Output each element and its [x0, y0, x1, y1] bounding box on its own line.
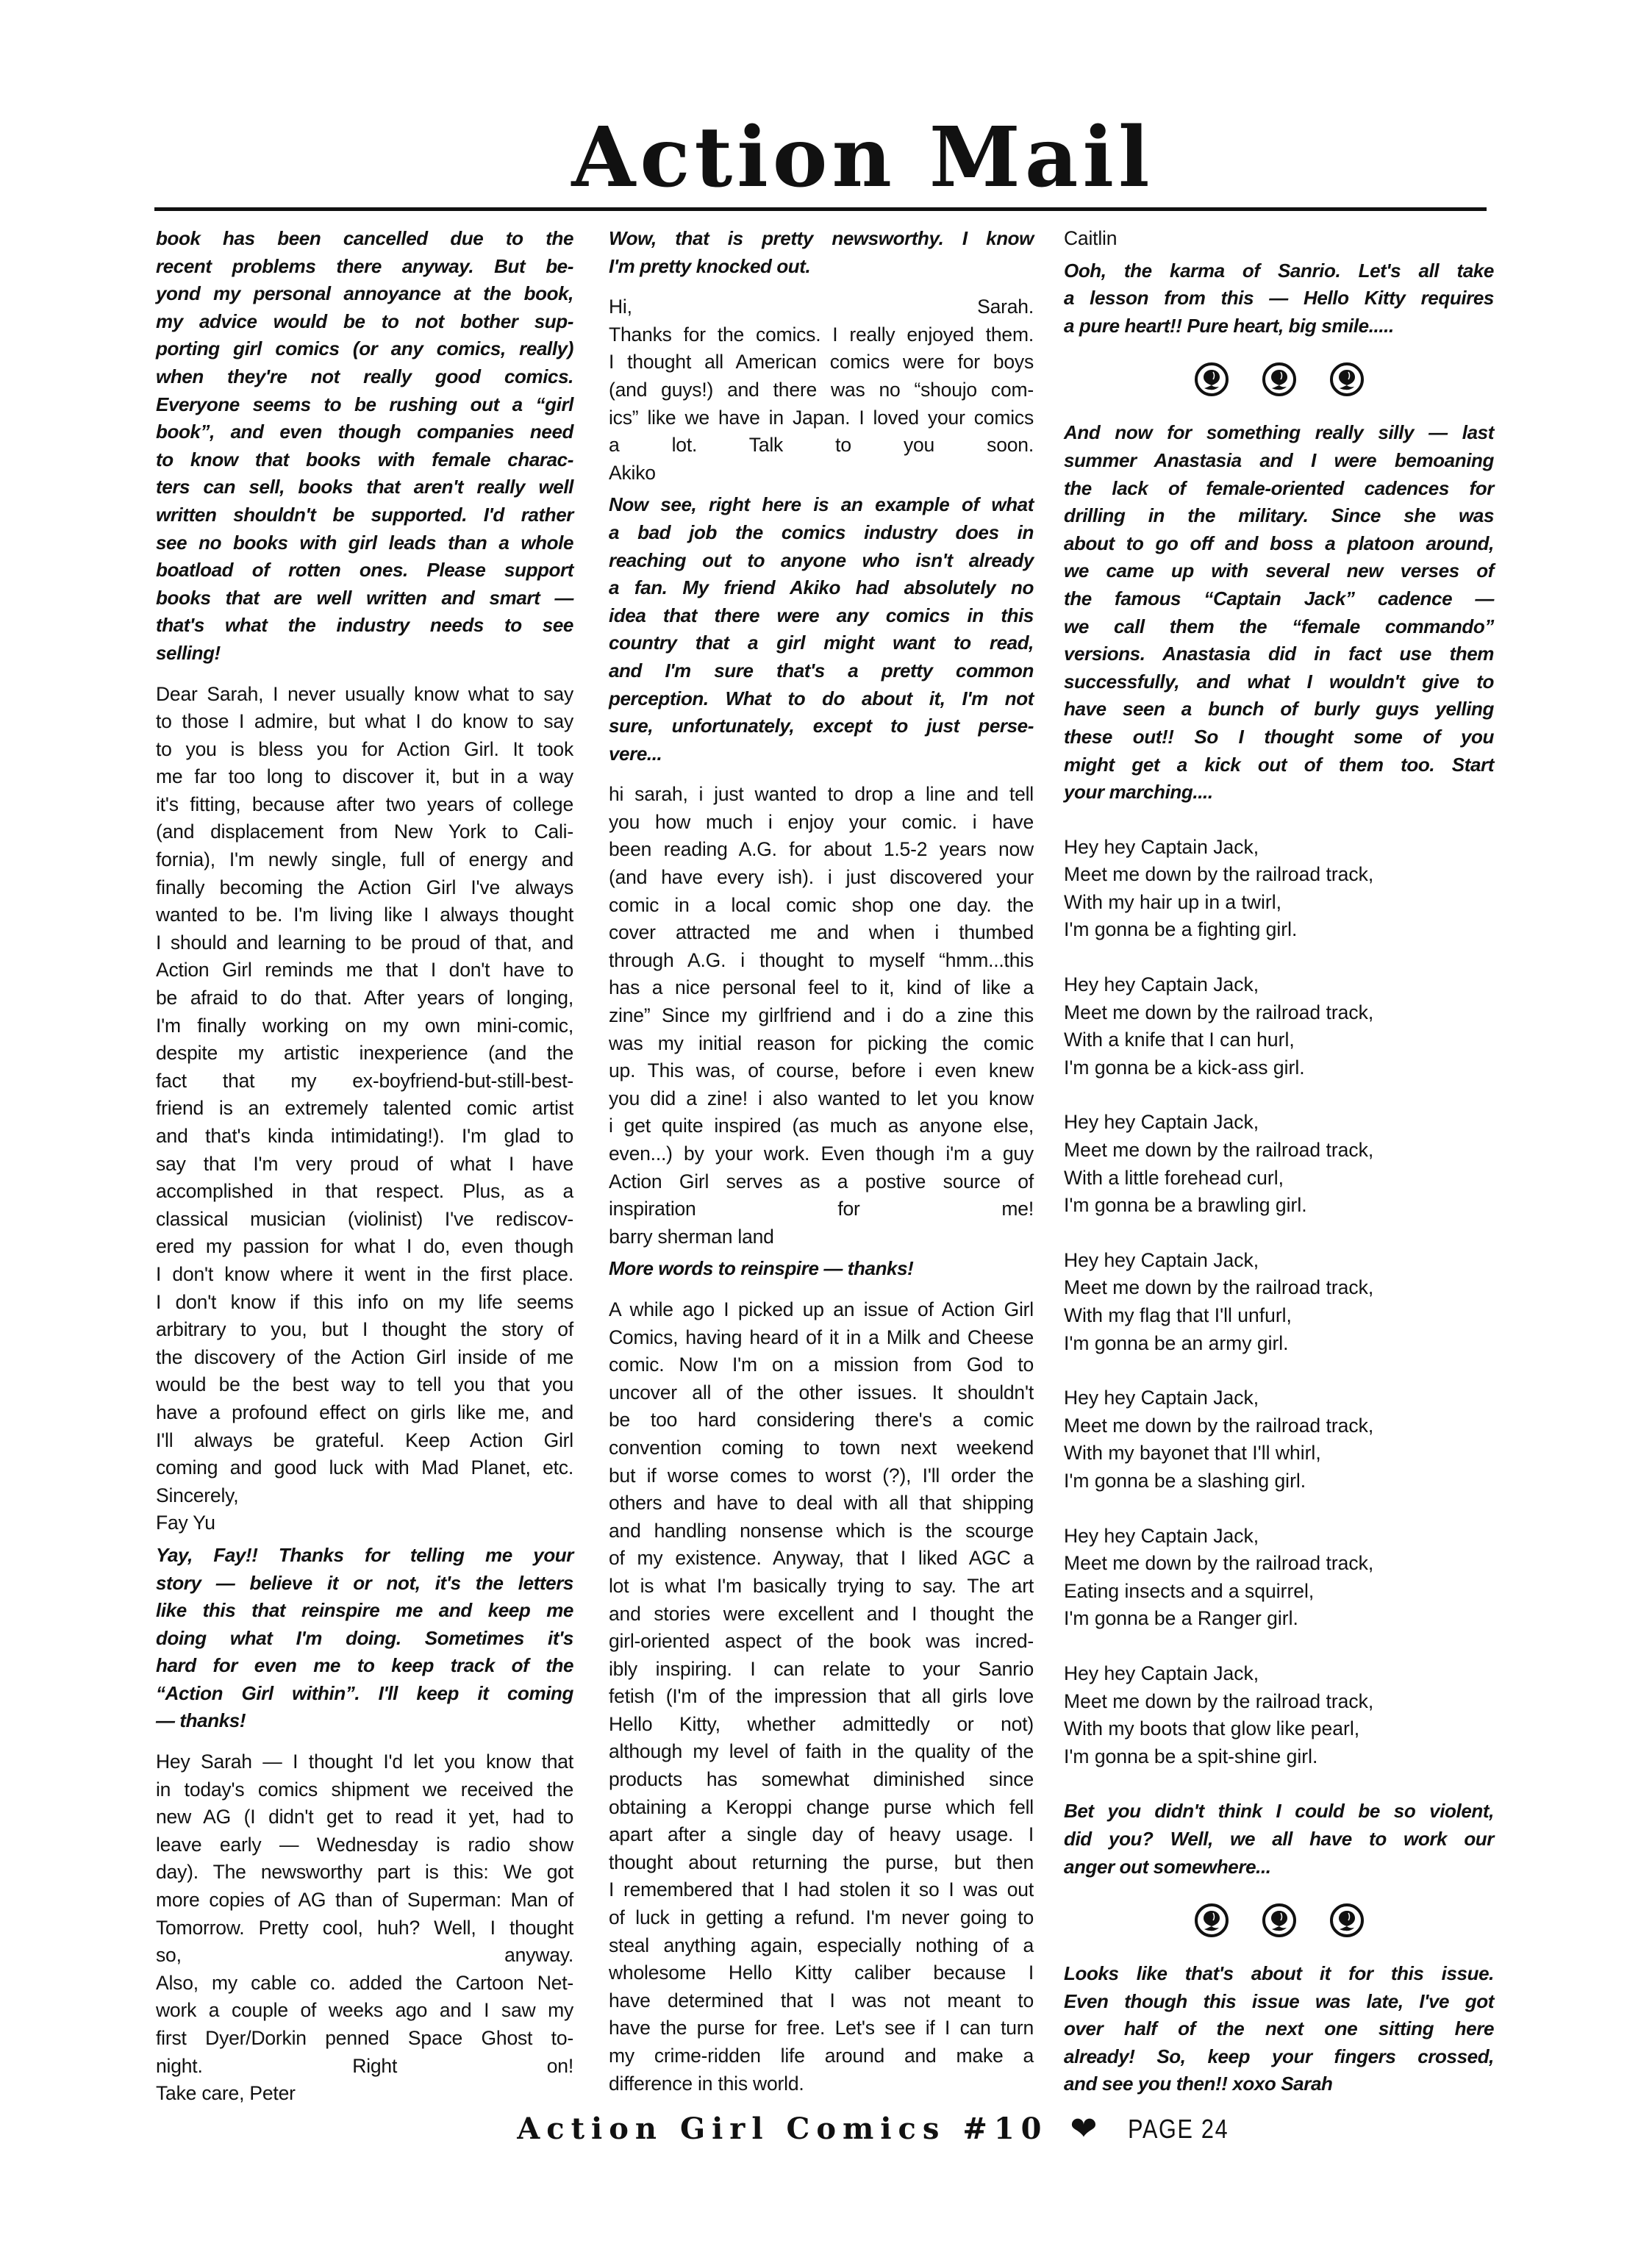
peach-emblem-icon: [1194, 362, 1229, 397]
text-line: a bad job the comics industry does in: [609, 521, 1034, 543]
reader-letter: [1064, 225, 1494, 253]
text-line: (and displacement from New York to Cali-: [156, 820, 573, 843]
text-line: boatload of rotten ones. Please support: [156, 559, 573, 582]
reader-letter: [609, 781, 1034, 1251]
peach-emblem-icon: [1262, 362, 1297, 397]
cadence-verse: [1064, 971, 1494, 1081]
text-line: finally becoming the Action Girl I've always: [156, 876, 573, 898]
text-line: coming and good luck with Mad Planet, etc.: [156, 1456, 573, 1479]
text-line: me far too long to discover it, but in a way: [156, 765, 573, 788]
text-line: (and have every ish). i just discovered your: [609, 866, 1034, 889]
text-line: doing what I'm doing. Sometimes it's: [156, 1626, 573, 1649]
text-line: we call them the “female commando”: [1064, 615, 1494, 637]
text-line: of my existence. Anyway, that I liked AGC a: [609, 1547, 1034, 1570]
text-line: Now see, right here is an example of what: [609, 493, 1034, 516]
text-line: fact that my ex-boyfriend-but-still-best-: [156, 1069, 573, 1092]
text-line: story — believe it or not, it's the letters: [156, 1571, 573, 1594]
text-line: your marching....: [1064, 781, 1213, 804]
text-line: up. This was, of course, before i even knew: [609, 1059, 1034, 1082]
text-line: girl-oriented aspect of the book was incred-: [609, 1630, 1034, 1653]
peach-emblem-icon: [1329, 1903, 1365, 1938]
text-line: steal anything again, especially nothing of a: [609, 1934, 1034, 1956]
column-3: [1064, 225, 1494, 2098]
text-line: vere...: [609, 742, 662, 765]
text-line: others and have to deal with all that shipping: [609, 1492, 1034, 1515]
text-line: With my hair up in a twirl,: [1064, 890, 1281, 913]
text-line: ered my passion for what I do, even though: [156, 1235, 573, 1258]
text-line: Hey Sarah — I thought I'd let you know that: [156, 1751, 573, 1773]
text-line: first Dyer/Dorkin penned Space Ghost to-: [156, 2027, 573, 2049]
text-line: perception. What to do about it, I'm not: [609, 687, 1034, 709]
text-line: (and guys!) and there was no “shoujo com-: [609, 378, 1034, 401]
text-line: products has somewhat diminished since: [609, 1768, 1034, 1791]
text-line: summer Anastasia and I were bemoaning: [1064, 448, 1494, 471]
text-line: that's what the industry needs to see: [156, 614, 573, 637]
text-line: — thanks!: [156, 1709, 246, 1732]
cadence-verse: [1064, 1247, 1494, 1357]
heart-icon: ❤: [1070, 2111, 1098, 2147]
text-line: did you? Well, we all have to work our: [1064, 1827, 1494, 1850]
text-line: although my level of faith in the quality of the: [609, 1740, 1034, 1763]
text-line: idea that there were any comics in this: [609, 604, 1034, 626]
text-line: new AG (I didn't get to read it yet, had to: [156, 1806, 573, 1828]
text-line: a fan. My friend Akiko had absolutely no: [609, 576, 1034, 599]
text-line: and that's kinda intimidating!). I'm glad to: [156, 1125, 573, 1147]
column-2: [609, 225, 1034, 2098]
text-line: the discovery of the Action Girl inside of me: [156, 1345, 573, 1368]
text-line: and stories were excellent and I thought the: [609, 1602, 1034, 1625]
text-line: Take care, Peter: [156, 2082, 296, 2105]
text-line: already! So, keep your fingers crossed,: [1064, 2045, 1494, 2067]
text-line: Hey hey Captain Jack,: [1064, 1111, 1259, 1134]
text-line: I'm gonna be a slashing girl.: [1064, 1469, 1306, 1492]
text-line: Meet me down by the railroad track,: [1064, 1552, 1374, 1575]
text-line: to you is bless you for Action Girl. It took: [156, 737, 573, 760]
text-line: Hello Kitty, whether admittedly or not): [609, 1712, 1034, 1735]
text-line: be too hard considering there's a comic: [609, 1409, 1034, 1431]
text-line: ics” like we have in Japan. I loved your comics: [609, 406, 1034, 429]
cadence-verse: [1064, 1109, 1494, 1219]
text-line: hi sarah, i just wanted to drop a line and tell: [609, 783, 1034, 806]
reader-letter: [156, 1748, 573, 2108]
text-line: in today's comics shipment we received the: [156, 1778, 573, 1801]
text-line: the famous “Captain Jack” cadence —: [1064, 587, 1494, 609]
text-line: Akiko: [609, 461, 656, 484]
text-line: books that are well written and smart —: [156, 586, 573, 609]
text-line: Looks like that's about it for this issue.: [1064, 1962, 1494, 1985]
text-line: I thought all American comics were for boys: [609, 351, 1034, 373]
text-line: to those I admire, but what I do know to say: [156, 710, 573, 733]
text-line: A while ago I picked up an issue of Action Girl: [609, 1298, 1034, 1320]
text-line: With a knife that I can hurl,: [1064, 1029, 1295, 1051]
text-line: when they're not really good comics.: [156, 365, 573, 387]
text-line: wanted to be. I'm living like I always thought: [156, 904, 573, 926]
text-line: i get quite inspired (as much as anyone else,: [609, 1115, 1034, 1137]
text-line: obtaining a Keroppi change purse which fell: [609, 1795, 1034, 1818]
editor-reply: [1064, 1798, 1494, 1881]
text-line: Hey hey Captain Jack,: [1064, 1524, 1259, 1547]
peach-emblem-icon: [1329, 362, 1365, 397]
editor-reply: [609, 491, 1034, 768]
text-line: yond my personal annoyance at the book,: [156, 282, 573, 305]
text-line: to know that books with female charac-: [156, 448, 573, 471]
page-number: PAGE 24: [1128, 2113, 1229, 2144]
text-line: cover attracted me and when i thumbed: [609, 921, 1034, 944]
text-line: Meet me down by the railroad track,: [1064, 1690, 1374, 1712]
text-line: a pure heart!! Pure heart, big smile.....: [1064, 314, 1394, 337]
text-line: Tomorrow. Pretty cool, huh? Well, I thought: [156, 1916, 573, 1939]
editor-reply: [1064, 1960, 1494, 2098]
text-line: zine” Since my girlfriend and i do a zine this: [609, 1004, 1034, 1027]
text-line: about to go off and boss a platoon around,: [1064, 532, 1494, 554]
text-line: you how much i enjoy your comic. i have: [609, 810, 1034, 833]
text-line: anger out somewhere...: [1064, 1855, 1271, 1878]
text-line: you did a zine! i also wanted to let you know: [609, 1087, 1034, 1109]
text-line: Wow, that is pretty newsworthy. I know: [609, 227, 1034, 249]
editor-reply: [156, 225, 573, 668]
text-line: I'm gonna be a spit-shine girl.: [1064, 1745, 1318, 1767]
text-line: and handling nonsense which is the scourge: [609, 1519, 1034, 1542]
text-line: Hey hey Captain Jack,: [1064, 1387, 1259, 1409]
text-line: hard for even me to keep track of the: [156, 1654, 573, 1677]
text-line: say that I'm very proud of what I have: [156, 1152, 573, 1175]
text-line: Meet me down by the railroad track,: [1064, 1276, 1374, 1299]
text-line: Hi, Sarah.: [609, 296, 1034, 318]
text-line: I don't know if this info on my life seems: [156, 1290, 573, 1313]
text-line: Comics, having heard of it in a Milk and Cheese: [609, 1326, 1034, 1348]
text-line: convention coming to town next weekend: [609, 1436, 1034, 1459]
text-line: successfully, and what I wouldn't give to: [1064, 670, 1494, 693]
text-line: fornia), I'm newly single, full of energy and: [156, 848, 573, 871]
column-1: [156, 225, 573, 2108]
text-line: night. Right on!: [156, 2054, 573, 2077]
text-line: see no books with girl leads than a whole: [156, 531, 573, 554]
text-line: my crime-ridden life around and make a: [609, 2045, 1034, 2067]
text-line: thought about returning the purse, but then: [609, 1851, 1034, 1873]
text-line: comic. Now I'm on a mission from God to: [609, 1354, 1034, 1376]
text-line: Meet me down by the railroad track,: [1064, 1139, 1374, 1162]
text-line: I'm gonna be a Ranger girl.: [1064, 1607, 1298, 1630]
text-line: like this that reinspire me and keep me: [156, 1599, 573, 1622]
text-line: of luck in getting a refund. I'm never going to: [609, 1906, 1034, 1929]
text-line: have a profound effect on girls like me, and: [156, 1401, 573, 1423]
text-line: More words to reinspire — thanks!: [609, 1257, 914, 1280]
text-line: accomplished in that respect. Plus, as a: [156, 1180, 573, 1203]
text-line: With my boots that glow like pearl,: [1064, 1717, 1360, 1740]
cadence-verse: [1064, 1523, 1494, 1633]
text-line: drilling in the military. Since she was: [1064, 504, 1494, 527]
text-line: With my flag that I'll unfurl,: [1064, 1304, 1292, 1326]
ornament-divider: [1064, 348, 1494, 410]
text-line: Meet me down by the railroad track,: [1064, 863, 1374, 886]
text-line: might get a kick out of them too. Start: [1064, 753, 1494, 776]
text-line: have determined that I was not meant to: [609, 1989, 1034, 2012]
text-line: recent problems there anyway. But be-: [156, 254, 573, 277]
text-line: uncover all of the other issues. It shouldn't: [609, 1381, 1034, 1404]
text-line: through A.G. i thought to myself “hmm...this: [609, 948, 1034, 971]
text-line: has a nice personal feel to it, kind of like a: [609, 976, 1034, 999]
reader-letter: [156, 681, 573, 1537]
cadence-verse: [1064, 834, 1494, 944]
text-line: I'll always be grateful. Keep Action Girl: [156, 1429, 573, 1451]
text-line: “Action Girl within”. I'll keep it coming: [156, 1681, 573, 1704]
text-line: apart after a single day of heavy usage. I: [609, 1823, 1034, 1846]
text-line: Hey hey Captain Jack,: [1064, 973, 1259, 996]
text-line: Hey hey Captain Jack,: [1064, 1248, 1259, 1271]
text-line: I'm pretty knocked out.: [609, 254, 811, 277]
text-line: inspiration for me!: [609, 1198, 1034, 1220]
text-line: And now for something really silly — last: [1064, 421, 1494, 444]
text-line: over half of the next one sitting here: [1064, 2017, 1494, 2040]
text-line: Thanks for the comics. I really enjoyed them.: [609, 323, 1034, 346]
text-line: I don't know where it went in the first place.: [156, 1262, 573, 1285]
text-line: Sincerely,: [156, 1484, 239, 1506]
text-line: With a little forehead curl,: [1064, 1166, 1284, 1189]
text-line: friend is an extremely talented comic artist: [156, 1097, 573, 1120]
text-line: despite my artistic inexperience (and the: [156, 1042, 573, 1065]
page-footer: [51, 2110, 1652, 2148]
text-line: day). The newsworthy part is this: We got: [156, 1861, 573, 1884]
text-line: book”, and even though companies need: [156, 421, 573, 443]
reader-letter: [609, 1296, 1034, 2098]
footer-publication: Action Girl Comics #10: [517, 2112, 1048, 2146]
text-line: Bet you didn't think I could be so violent,: [1064, 1800, 1494, 1823]
peach-emblem-icon: [1194, 1903, 1229, 1938]
text-line: barry sherman land: [609, 1225, 774, 1248]
text-line: wholesome Hello Kitty caliber because I: [609, 1962, 1034, 1984]
editor-reply: [609, 225, 1034, 280]
text-line: be afraid to do that. After years of longing,: [156, 987, 573, 1009]
page-title: Action Mail: [571, 110, 1154, 206]
text-line: the lack of female-oriented cadences for: [1064, 476, 1494, 499]
text-line: ters can sell, books that aren't really well: [156, 476, 573, 498]
text-line: Action Girl serves as a postive source of: [609, 1170, 1034, 1193]
text-line: written shouldn't be supported. I'd rather: [156, 503, 573, 526]
text-line: been reading A.G. for about 1.5-2 years now: [609, 838, 1034, 861]
text-line: but if worse comes to worst (?), I'll order the: [609, 1464, 1034, 1487]
text-line: it's fitting, because after two years of college: [156, 793, 573, 815]
text-line: more copies of AG than of Superman: Man of: [156, 1889, 573, 1912]
text-line: Ooh, the karma of Sanrio. Let's all take: [1064, 259, 1494, 282]
text-line: I'm gonna be a fighting girl.: [1064, 918, 1298, 941]
text-line: I should and learning to be proud of that, and: [156, 931, 573, 954]
text-line: so, anyway.: [156, 1944, 573, 1967]
text-line: With my bayonet that I'll whirl,: [1064, 1442, 1321, 1465]
text-line: book has been cancelled due to the: [156, 227, 573, 249]
text-line: I'm gonna be an army girl.: [1064, 1331, 1289, 1354]
text-line: I'm finally working on my own mini-comic,: [156, 1014, 573, 1037]
text-line: classical musician (violinist) I've rediscov-: [156, 1207, 573, 1230]
text-line: I remembered that I had stolen it so I was out: [609, 1878, 1034, 1901]
text-line: have seen a bunch of burly guys yelling: [1064, 698, 1494, 721]
text-line: have the purse for free. Let's see if I can turn: [609, 2017, 1034, 2039]
text-line: Caitlin: [1064, 227, 1118, 249]
editor-reply: [1064, 419, 1494, 806]
text-line: lot is what I'm basically trying to say. The art: [609, 1574, 1034, 1597]
text-line: Hey hey Captain Jack,: [1064, 1662, 1259, 1684]
text-line: and see you then!! xoxo Sarah: [1064, 2073, 1333, 2095]
text-line: country that a girl might want to read,: [609, 632, 1034, 654]
text-line: I'm gonna be a kick-ass girl.: [1064, 1056, 1305, 1079]
text-line: ibly inspiring. I can relate to your Sanrio: [609, 1657, 1034, 1680]
cadence-verse: [1064, 1384, 1494, 1495]
text-line: Dear Sarah, I never usually know what to say: [156, 682, 573, 705]
text-line: selling!: [156, 641, 221, 664]
text-line: Action Girl reminds me that I don't have to: [156, 959, 573, 982]
text-line: Hey hey Captain Jack,: [1064, 835, 1259, 858]
text-line: Fay Yu: [156, 1512, 215, 1534]
text-line: we came up with several new verses of: [1064, 559, 1494, 582]
text-line: a lesson from this — Hello Kitty requires: [1064, 287, 1494, 310]
editor-reply: [609, 1255, 1034, 1283]
text-line: work a couple of weeks ago and I saw my: [156, 1999, 573, 2022]
text-line: leave early — Wednesday is radio show: [156, 1833, 573, 1856]
text-line: was my initial reason for picking the comic: [609, 1031, 1034, 1054]
reader-letter: [609, 293, 1034, 487]
ornament-divider: [1064, 1889, 1494, 1951]
text-line: Meet me down by the railroad track,: [1064, 1414, 1374, 1437]
text-line: sure, unfortunately, except to just perse-: [609, 715, 1034, 737]
text-line: Even though this issue was late, I've got: [1064, 1989, 1494, 2012]
text-line: porting girl comics (or any comics, really): [156, 337, 573, 360]
editor-reply: [1064, 257, 1494, 340]
editor-reply: [156, 1542, 573, 1735]
text-line: difference in this world.: [609, 2072, 804, 2095]
text-line: versions. Anastasia did in fact use them: [1064, 643, 1494, 665]
text-line: arbitrary to you, but I thought the story of: [156, 1318, 573, 1341]
text-line: fetish (I'm of the impression that all girls love: [609, 1685, 1034, 1708]
text-line: reaching out to anyone who isn't already: [609, 548, 1034, 571]
text-line: Also, my cable co. added the Cartoon Net-: [156, 1971, 573, 1994]
text-line: these out!! So I thought some of you: [1064, 725, 1494, 748]
text-line: would be the best way to tell you that you: [156, 1373, 573, 1396]
cadence-verse: [1064, 1660, 1494, 1770]
text-line: Meet me down by the railroad track,: [1064, 1001, 1374, 1023]
text-line: my advice would be to not bother sup-: [156, 310, 573, 332]
text-line: a lot. Talk to you soon.: [609, 434, 1034, 457]
text-line: comic in a local comic shop one day. the: [609, 893, 1034, 916]
text-line: Yay, Fay!! Thanks for telling me your: [156, 1543, 573, 1566]
text-line: I'm gonna be a brawling girl.: [1064, 1194, 1307, 1217]
text-line: Eating insects and a squirrel,: [1064, 1579, 1315, 1602]
peach-emblem-icon: [1262, 1903, 1297, 1938]
text-line: Everyone seems to be rushing out a “girl: [156, 393, 573, 415]
text-line: and I'm sure that's a pretty common: [609, 659, 1034, 682]
title-rule-divider: [154, 207, 1487, 211]
text-line: even...) by your work. Even though i'm a guy: [609, 1143, 1034, 1165]
